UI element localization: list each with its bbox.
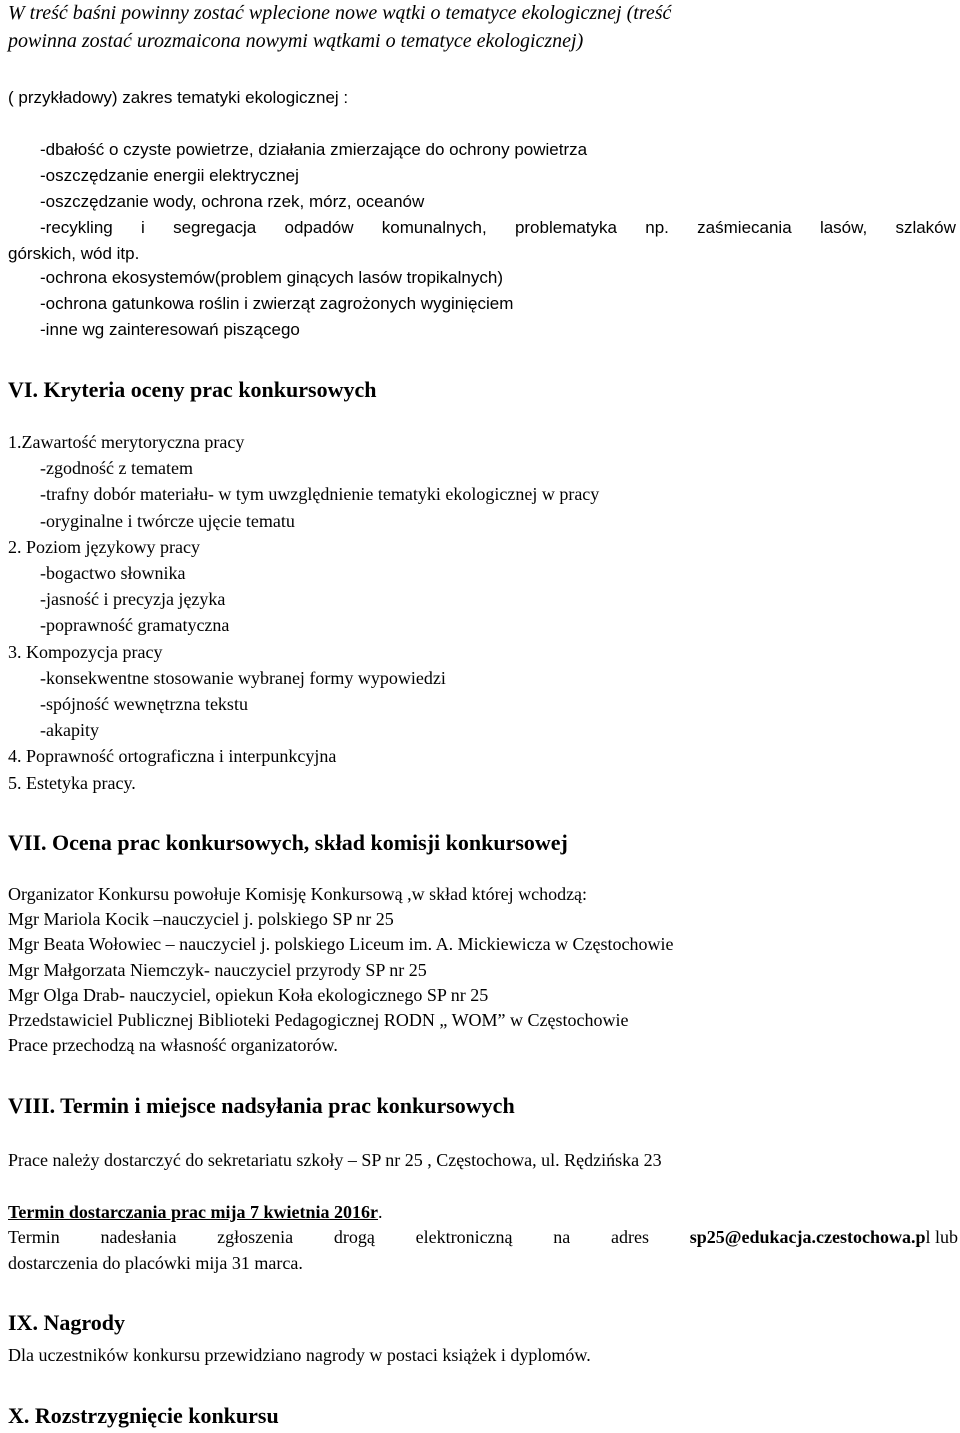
- email-address[interactable]: [690, 1227, 958, 1248]
- word: komunalnych,: [381, 218, 487, 237]
- deadline-text: Termin dostarczania prac mija 7 kwietnia 2016r: [8, 1202, 378, 1222]
- scope-item: -oszczędzanie energii elektrycznej: [40, 166, 299, 185]
- intro-line-2: powinna zostać urozmaicona nowymi wątkami o tematyce ekologicznej): [8, 30, 584, 52]
- committee-line: Mgr Małgorzata Niemczyk- nauczyciel przyrody SP nr 25: [8, 959, 427, 980]
- scope-item-continuation: górskich, wód itp.: [8, 244, 140, 263]
- scope-heading: ( przykładowy) zakres tematyki ekologicznej :: [8, 88, 349, 107]
- criteria-line: 1.Zawartość merytoryczna pracy: [8, 432, 245, 452]
- email-line-continuation: dostarczenia do placówki mija 31 marca.: [8, 1253, 303, 1273]
- word: szlaków: [895, 218, 956, 237]
- word: odpadów: [284, 218, 354, 237]
- criteria-line: 4. Poprawność ortograficzna i interpunkcyjna: [8, 746, 337, 767]
- word: adres: [611, 1227, 649, 1247]
- word: np.: [645, 218, 669, 237]
- deadline-line: [8, 1202, 382, 1223]
- criteria-line: -akapity: [40, 720, 99, 741]
- criteria-line: -poprawność gramatyczna: [40, 615, 230, 636]
- criteria-line: 2. Poziom językowy pracy: [8, 536, 200, 557]
- scope-item: -oszczędzanie wody, ochrona rzek, mórz, oceanów: [40, 192, 425, 211]
- section-10-heading: X. Rozstrzygnięcie konkursu: [8, 1403, 279, 1428]
- scope-item: -dbałość o czyste powietrze, działania zmierzające do ochrony powietrza: [40, 140, 588, 159]
- word: nadesłania: [100, 1227, 177, 1247]
- word: Termin: [8, 1227, 60, 1247]
- prizes-text: Dla uczestników konkursu przewidziano nagrody w postaci książek i dyplomów.: [8, 1345, 591, 1365]
- criteria-line: -konsekwentne stosowanie wybranej formy wypowiedzi: [40, 667, 446, 688]
- scope-item-recycling: [40, 218, 956, 238]
- word: segregacja: [173, 218, 257, 237]
- criteria-line: -spójność wewnętrzna tekstu: [40, 694, 248, 714]
- word: na: [553, 1227, 571, 1247]
- deadline-dot: .: [377, 1202, 383, 1222]
- word: zgłoszenia: [217, 1227, 294, 1247]
- committee-line: Przedstawiciel Publicznej Biblioteki Pedagogicznej RODN „ WOM” w Częstochowie: [8, 1010, 629, 1030]
- email-address-tail: l lub: [925, 1227, 958, 1247]
- email-line: [8, 1227, 958, 1248]
- word: problematyka: [514, 218, 617, 237]
- committee-line: Mgr Mariola Kocik –nauczyciel j. polskiego SP nr 25: [8, 909, 394, 930]
- criteria-line: 3. Kompozycja pracy: [8, 641, 163, 662]
- criteria-line: -bogactwo słownika: [40, 563, 186, 583]
- scope-item: -inne wg zainteresowań piszącego: [40, 320, 300, 339]
- committee-line: Mgr Beata Wołowiec – nauczyciel j. polskiego Liceum im. A. Mickiewicza w Częstochowie: [8, 934, 674, 955]
- intro-line-1: W treść baśni powinny zostać wplecione nowe wątki o tematyce ekologicznej (treść: [8, 2, 672, 24]
- committee-line: Mgr Olga Drab- nauczyciel, opiekun Koła ekologicznego SP nr 25: [8, 984, 489, 1005]
- word: zaśmiecania: [697, 218, 792, 237]
- committee-line: Prace przechodzą na własność organizatorów.: [8, 1035, 338, 1056]
- section-8-heading: VIII. Termin i miejsce nadsyłania prac konkursowych: [8, 1093, 515, 1118]
- criteria-line: -zgodność z tematem: [40, 458, 193, 479]
- word: drogą: [333, 1227, 375, 1247]
- criteria-line: -trafny dobór materiału- w tym uwzględnienie tematyki ekologicznej w pracy: [40, 484, 600, 505]
- committee-line: Organizator Konkursu powołuje Komisję Konkursową ,w skład której wchodzą:: [8, 884, 588, 904]
- section-9-heading: IX. Nagrody: [8, 1310, 125, 1335]
- scope-item: -ochrona gatunkowa roślin i zwierząt zagrożonych wyginięciem: [40, 294, 514, 313]
- criteria-line: 5. Estetyka pracy.: [8, 772, 136, 793]
- word: -recykling: [40, 218, 113, 237]
- word: lasów,: [819, 218, 868, 237]
- criteria-line: -oryginalne i twórcze ujęcie tematu: [40, 510, 295, 531]
- criteria-line: -jasność i precyzja języka: [40, 589, 226, 610]
- scope-item: -ochrona ekosystemów(problem ginących lasów tropikalnych): [40, 268, 503, 287]
- section-7-heading: VII. Ocena prac konkursowych, skład komisji konkursowej: [8, 830, 568, 855]
- word: elektroniczną: [415, 1227, 513, 1247]
- section-6-heading: VI. Kryteria oceny prac konkursowych: [8, 377, 377, 402]
- email-address-text: sp25@edukacja.czestochowa.p: [689, 1227, 926, 1247]
- submission-address: Prace należy dostarczyć do sekretariatu szkoły – SP nr 25 , Częstochowa, ul. Rędzińska 23: [8, 1150, 662, 1170]
- word: i: [141, 218, 145, 237]
